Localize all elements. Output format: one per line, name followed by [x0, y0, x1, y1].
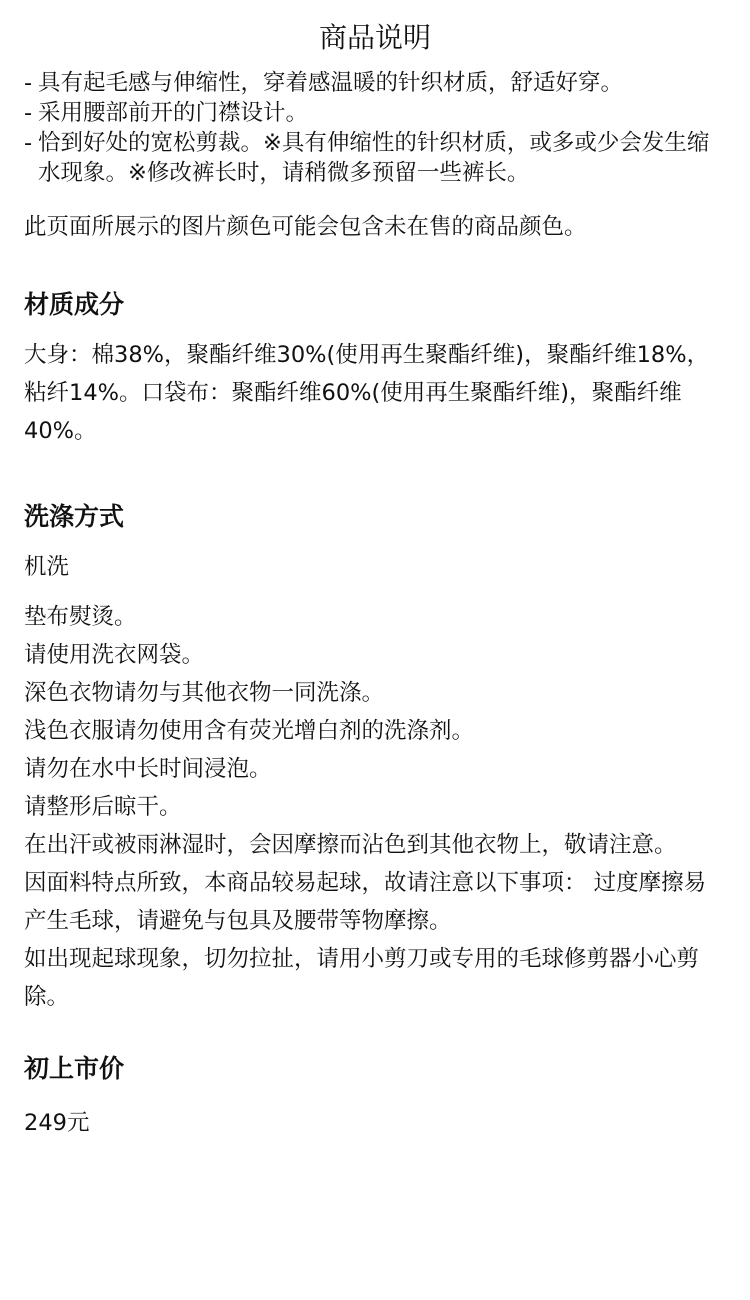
description-item-text: 具有起毛感与伸缩性，穿着感温暖的针织材质，舒适好穿。: [38, 70, 624, 96]
color-note: 此页面所展示的图片颜色可能会包含未在售的商品颜色。: [24, 214, 587, 240]
material-heading: 材质成分: [24, 290, 125, 319]
care-instruction: 请整形后晾干。: [24, 794, 182, 820]
list-dash: -: [24, 70, 33, 96]
list-dash: -: [24, 100, 33, 126]
list-dash: -: [24, 130, 33, 156]
description-item: [24, 128, 726, 188]
description-item-text: 采用腰部前开的门襟设计。: [38, 100, 309, 126]
care-instructions-list: [24, 598, 726, 1016]
care-instruction: 在出汗或被雨淋湿时，会因摩擦而沾色到其他衣物上，敬请注意。: [24, 832, 677, 858]
care-instruction: 因面料特点所致，本商品较易起球，故请注意以下事项： 过度摩擦易产生毛球，请避免与包具及腰带等物摩擦。: [24, 870, 707, 934]
washing-heading: 洗涤方式: [24, 502, 125, 531]
description-list: [24, 68, 726, 188]
price-heading: 初上市价: [24, 1054, 125, 1083]
description-item: [24, 98, 726, 128]
description-item: [24, 68, 726, 98]
care-instruction: 深色衣物请勿与其他衣物一同洗涤。: [24, 680, 385, 706]
care-instruction: 如出现起球现象，切勿拉扯，请用小剪刀或专用的毛球修剪器小心剪除。: [24, 946, 700, 1010]
care-instruction: 垫布熨烫。: [24, 604, 137, 630]
washing-method: 机洗: [24, 554, 70, 580]
material-text: 大身：棉38%，聚酯纤维30%(使用再生聚酯纤维)，聚酯纤维18%，粘纤14%。口袋布：聚酯纤维60%(使用再生聚酯纤维)，聚酯纤维40%。: [24, 342, 710, 444]
page-title: 商品说明: [318, 21, 431, 54]
care-instruction: 浅色衣服请勿使用含有荧光增白剂的洗涤剂。: [24, 718, 475, 744]
price-value: 249元: [24, 1110, 90, 1136]
description-item-text: 恰到好处的宽松剪裁。※具有伸缩性的针织材质，或多或少会发生缩水现象。※修改裤长时，请稍微多预留一些裤长。: [38, 130, 710, 186]
care-instruction: 请勿在水中长时间浸泡。: [24, 756, 272, 782]
care-instruction: 请使用洗衣网袋。: [24, 642, 205, 668]
